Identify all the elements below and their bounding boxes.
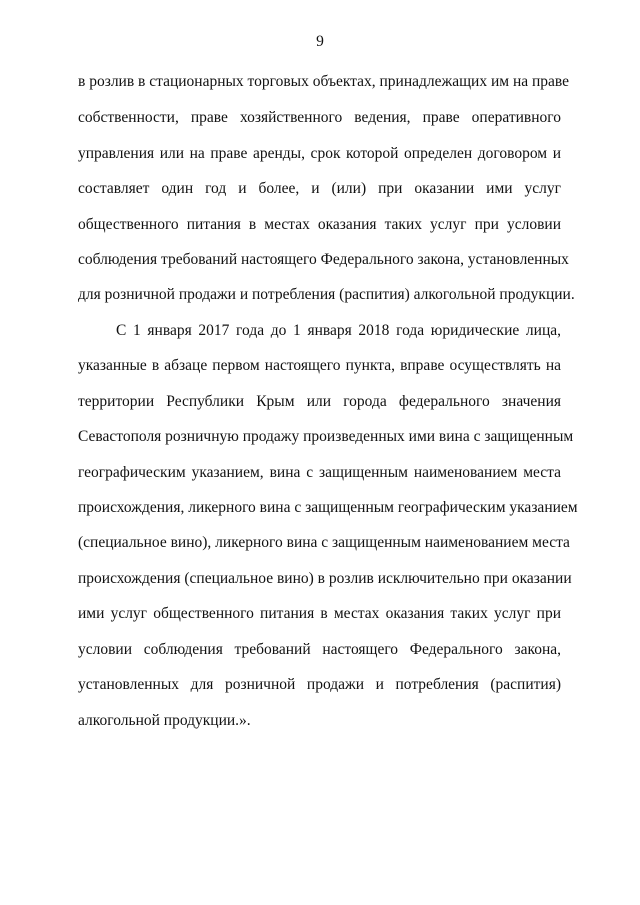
paragraph-1-line-4: составляет один год и более, и (или) при оказании ими услуг xyxy=(78,180,561,197)
paragraph-1-line-6: соблюдения требований настоящего Федерального закона, установленных xyxy=(78,251,569,268)
paragraph-1-line-2: собственности, праве хозяйственного ведения, праве оперативного xyxy=(78,109,561,126)
paragraph-2-line-7: (специальное вино), ликерного вина с защищенным наименованием места xyxy=(78,534,570,551)
paragraph-2-line-11: установленных для розничной продажи и потребления (распития) xyxy=(78,676,561,693)
paragraph-2-line-12: алкогольной продукции.». xyxy=(78,712,251,729)
paragraph-1-line-7: для розничной продажи и потребления (распития) алкогольной продукции. xyxy=(78,286,575,303)
paragraph-1-line-1: в розлив в стационарных торговых объектах, принадлежащих им на праве xyxy=(78,73,570,90)
paragraph-2-line-9: ими услуг общественного питания в местах оказания таких услуг при xyxy=(78,605,561,622)
paragraph-2-line-5: географическим указанием, вина с защищенным наименованием места xyxy=(78,464,561,481)
page-number: 9 xyxy=(316,33,324,50)
paragraph-1-line-3: управления или на праве аренды, срок которой определен договором и xyxy=(78,145,561,162)
paragraph-2-line-3: территории Республики Крым или города федерального значения xyxy=(78,393,561,410)
paragraph-2-line-4: Севастополя розничную продажу произведенных ими вина с защищенным xyxy=(78,428,574,445)
paragraph-2-line-1: С 1 января 2017 года до 1 января 2018 года юридические лица, xyxy=(116,322,561,339)
paragraph-2-line-2: указанные в абзаце первом настоящего пункта, вправе осуществлять на xyxy=(78,357,561,374)
paragraph-2-line-6: происхождения, ликерного вина с защищенным географическим указанием xyxy=(78,499,578,516)
paragraph-2-line-8: происхождения (специальное вино) в розлив исключительно при оказании xyxy=(78,570,572,587)
paragraph-1-line-5: общественного питания в местах оказания таких услуг при условии xyxy=(78,216,561,233)
paragraph-2-line-10: условии соблюдения требований настоящего Федерального закона, xyxy=(78,641,561,658)
